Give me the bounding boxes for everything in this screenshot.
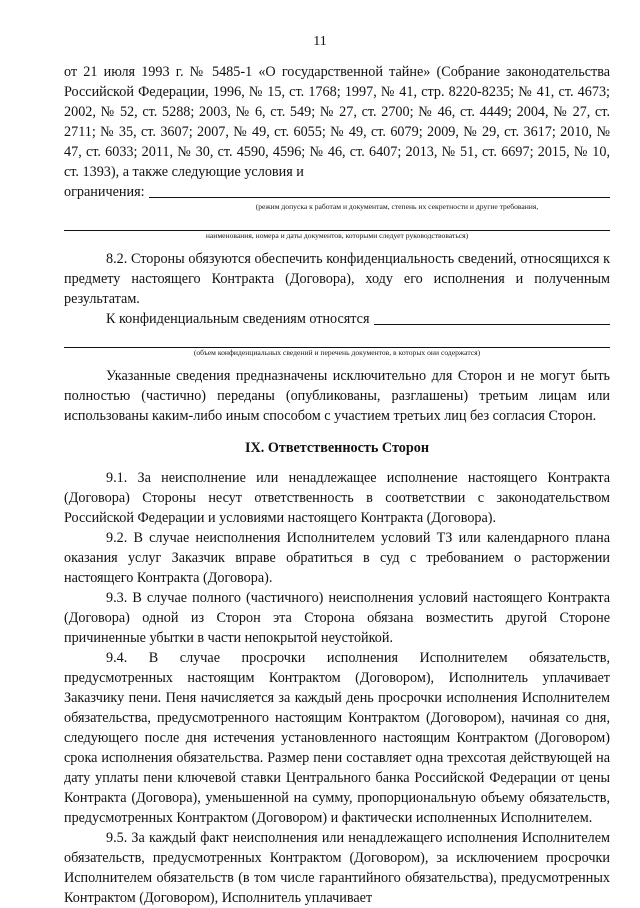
caption-scope: (объем конфиденциальных сведений и перечень документов, в которых они содержатся) xyxy=(193,348,481,357)
confidential-line xyxy=(64,309,610,329)
paragraph-9-1: 9.1. За неисполнение или ненадлежащее исполнение настоящего Контракта (Договора) Стороны несут ответственность в соответствии с законодательством Российской Федерации и условиями настоящего Контракта (Договора). xyxy=(64,470,610,526)
paragraph-8-2: 8.2. Стороны обязуются обеспечить конфиденциальность сведений, относящихся к предмету настоящего Контракта (Договора), ходу его исполнения и полученным результатам. xyxy=(64,251,610,307)
restrictions-fill-line xyxy=(149,183,610,198)
paragraph-9-4: 9.4. В случае просрочки исполнения Исполнителем обязательств, предусмотренных настоящим Контрактом (Договором), Исполнитель уплачивает Заказчику пени. Пеня начисляется за каждый день просрочки исполнения Исполнителем обязательства, предусмотренного настоящим Контрактом (Договором), начиная со дня, следующего после дня истечения установленного настоящим Контрактом (Договором) срока исполнения обязательства. Размер пени составляет одна трехсотая действующей на дату уплаты пени ключевой ставки Центрального банка Российской Федерации от цены Контракта (Договора), уменьшенной на сумму, пропорциональную объему обязательств, предусмотренных Контрактом (Договором) и фактически исполненных Исполнителем. xyxy=(64,650,610,826)
document-body xyxy=(64,62,610,908)
caption-documents: наименования, номера и даты документов, которыми следует руководствоваться) xyxy=(205,231,469,240)
restrictions-label: ограничения: xyxy=(64,184,145,200)
caption-access: (режим допуска к работам и документам, степень их секретности и другие требования, xyxy=(255,202,539,211)
section-heading: IX. Ответственность Сторон xyxy=(244,440,430,456)
spacer xyxy=(64,358,610,366)
paragraph-confidential: Указанные сведения предназначены исключительно для Сторон и не могут быть полностью (частично) переданы (опубликованы, разглашены) третьим лицам или использованы каким-либо иным способом с участием третьих лиц без согласия Сторон. xyxy=(64,368,610,424)
restrictions-line xyxy=(64,182,610,202)
page-number: 11 xyxy=(313,34,327,49)
paragraph-9-3: 9.3. В случае полного (частичного) неисполнения условий настоящего Контракта (Договора) одной из Сторон эта Сторона обязана возместить другой Стороне причиненные убытки в части непокрытой неустойкой. xyxy=(64,590,610,646)
intro-paragraph: от 21 июля 1993 г. № 5485-1 «О государственной тайне» (Собрание законодательства Российской Федерации, 1996, № 15, ст. 1768; 1997, № 41, стр. 8220-8235; № 41, ст. 4673; 2002, № 52, ст. 5288; 2003, № 6, ст. 549; № 27, ст. 2700; № 46, ст. 4449; 2004, № 27, ст. 2711; № 35, ст. 3607; 2007, № 49, ст. 6055; № 49, ст. 6079; 2009, № 29, ст. 3617; 2010, № 47, ст. 6033; 2011, № 30, ст. 4590, 4596; № 46, ст. 6407; 2013, № 51, ст. 6697; 2015, № 10, ст. 1393), а также следующие условия и xyxy=(64,64,610,180)
paragraph-9-2: 9.2. В случае неисполнения Исполнителем условий ТЗ или календарного плана оказания услуг Заказчик вправе обратиться в суд с требованием о расторжении настоящего Контракта (Договора). xyxy=(64,530,610,586)
scope-fill-line xyxy=(64,329,610,348)
spacer xyxy=(64,241,610,249)
confidential-label: К конфиденциальным сведениям относятся xyxy=(106,311,370,327)
documents-fill-line xyxy=(64,212,610,231)
paragraph-9-5: 9.5. За каждый факт неисполнения или ненадлежащего исполнения Исполнителем обязательств, предусмотренных Контрактом (Договором), за исключением просрочки Исполнителем обязательств (в том числе гарантийного обязательства), предусмотренных Контрактом (Договором), Исполнитель уплачивает xyxy=(64,830,610,906)
confidential-fill-line xyxy=(374,310,610,325)
